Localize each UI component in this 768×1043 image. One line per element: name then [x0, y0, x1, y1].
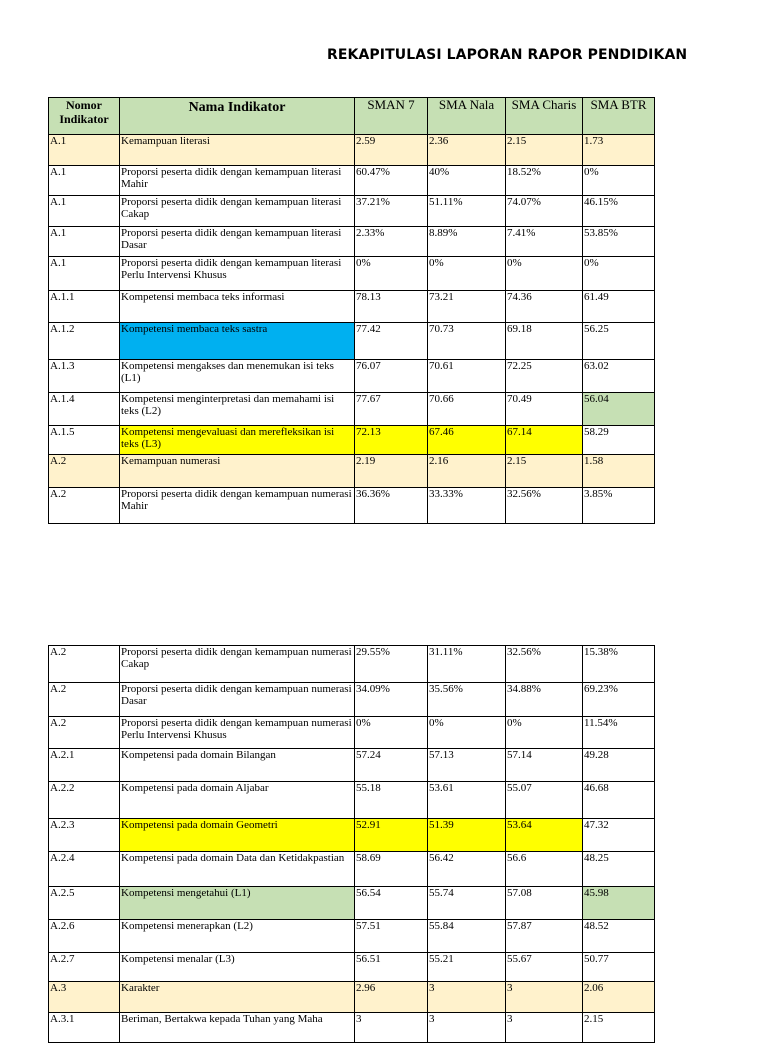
- value-cell: 51.11%: [428, 196, 506, 227]
- table-row: [49, 426, 655, 455]
- value-cell: 7.41%: [506, 227, 583, 257]
- value-cell: 3: [428, 1013, 506, 1043]
- value-cell: 3: [355, 1013, 428, 1043]
- value-cell: 2.19: [355, 455, 428, 488]
- value-cell: 60.47%: [355, 166, 428, 196]
- indicator-number-cell: A.1.4: [49, 393, 120, 426]
- indicator-name-cell: Kompetensi pada domain Aljabar: [120, 782, 355, 819]
- value-cell: 18.52%: [506, 166, 583, 196]
- indicator-number-cell: A.1.3: [49, 360, 120, 393]
- table-row: [49, 227, 655, 257]
- table-row: [49, 166, 655, 196]
- report-title: REKAPITULASI LAPORAN RAPOR PENDIDIKAN: [327, 47, 688, 63]
- table-row: [49, 819, 655, 852]
- table-row: [49, 455, 655, 488]
- value-cell: 32.56%: [506, 646, 583, 683]
- indicator-number-cell: A.1.1: [49, 291, 120, 323]
- value-cell: 57.87: [506, 920, 583, 953]
- value-cell: 56.25: [583, 323, 655, 360]
- indicator-name-cell: Kompetensi mengetahui (L1): [120, 887, 355, 920]
- indicator-name-cell: Proporsi peserta didik dengan kemampuan numerasi Dasar: [120, 683, 355, 717]
- value-cell: 1.73: [583, 135, 655, 166]
- indicator-number-cell: A.2: [49, 646, 120, 683]
- value-cell: 2.15: [583, 1013, 655, 1043]
- indicator-number-cell: A.1.5: [49, 426, 120, 455]
- value-cell: 77.42: [355, 323, 428, 360]
- value-cell: 0%: [355, 257, 428, 291]
- value-cell: 48.25: [583, 852, 655, 887]
- value-cell: 73.21: [428, 291, 506, 323]
- value-cell: 56.04: [583, 393, 655, 426]
- value-cell: 33.33%: [428, 488, 506, 524]
- header-school: SMA Charis: [506, 98, 583, 135]
- value-cell: 46.15%: [583, 196, 655, 227]
- table-row: [49, 488, 655, 524]
- table-row: [49, 1013, 655, 1043]
- value-cell: 58.29: [583, 426, 655, 455]
- value-cell: 69.18: [506, 323, 583, 360]
- value-cell: 57.51: [355, 920, 428, 953]
- value-cell: 53.85%: [583, 227, 655, 257]
- value-cell: 45.98: [583, 887, 655, 920]
- value-cell: 2.33%: [355, 227, 428, 257]
- indicator-number-cell: A.1.2: [49, 323, 120, 360]
- indicator-name-cell: Kompetensi membaca teks informasi: [120, 291, 355, 323]
- indicator-number-cell: A.3.1: [49, 1013, 120, 1043]
- value-cell: 61.49: [583, 291, 655, 323]
- value-cell: 57.08: [506, 887, 583, 920]
- value-cell: 0%: [583, 166, 655, 196]
- value-cell: 35.56%: [428, 683, 506, 717]
- table-row: [49, 257, 655, 291]
- value-cell: 40%: [428, 166, 506, 196]
- value-cell: 0%: [428, 257, 506, 291]
- indicator-name-cell: Beriman, Bertakwa kepada Tuhan yang Maha: [120, 1013, 355, 1043]
- indicator-number-cell: A.2: [49, 455, 120, 488]
- value-cell: 78.13: [355, 291, 428, 323]
- value-cell: 74.07%: [506, 196, 583, 227]
- value-cell: 56.6: [506, 852, 583, 887]
- header-school: SMA Nala: [428, 98, 506, 135]
- indicator-number-cell: A.3: [49, 982, 120, 1013]
- table-row: [49, 646, 655, 683]
- indicator-name-cell: Kemampuan numerasi: [120, 455, 355, 488]
- value-cell: 76.07: [355, 360, 428, 393]
- table-row: [49, 717, 655, 749]
- indicator-number-cell: A.2.7: [49, 953, 120, 982]
- value-cell: 69.23%: [583, 683, 655, 717]
- value-cell: 56.54: [355, 887, 428, 920]
- value-cell: 2.36: [428, 135, 506, 166]
- value-cell: 77.67: [355, 393, 428, 426]
- value-cell: 74.36: [506, 291, 583, 323]
- indicator-name-cell: Proporsi peserta didik dengan kemampuan literasi Mahir: [120, 166, 355, 196]
- value-cell: 50.77: [583, 953, 655, 982]
- value-cell: 58.69: [355, 852, 428, 887]
- indicator-name-cell: Kompetensi pada domain Geometri: [120, 819, 355, 852]
- value-cell: 32.56%: [506, 488, 583, 524]
- value-cell: 47.32: [583, 819, 655, 852]
- value-cell: 72.25: [506, 360, 583, 393]
- value-cell: 37.21%: [355, 196, 428, 227]
- table-row: [49, 887, 655, 920]
- table-row: [49, 291, 655, 323]
- value-cell: 55.84: [428, 920, 506, 953]
- table-header-row: [49, 98, 655, 135]
- indicator-name-cell: Kompetensi membaca teks sastra: [120, 323, 355, 360]
- value-cell: 70.49: [506, 393, 583, 426]
- indicator-number-cell: A.1: [49, 166, 120, 196]
- indicator-name-cell: Proporsi peserta didik dengan kemampuan literasi Perlu Intervensi Khusus: [120, 257, 355, 291]
- value-cell: 0%: [506, 717, 583, 749]
- header-school: SMA BTR: [583, 98, 655, 135]
- indicator-number-cell: A.2: [49, 717, 120, 749]
- value-cell: 56.51: [355, 953, 428, 982]
- value-cell: 0%: [506, 257, 583, 291]
- table-row: [49, 323, 655, 360]
- indicator-name-cell: Kompetensi menerapkan (L2): [120, 920, 355, 953]
- value-cell: 55.18: [355, 782, 428, 819]
- value-cell: 55.74: [428, 887, 506, 920]
- value-cell: 3.85%: [583, 488, 655, 524]
- value-cell: 70.61: [428, 360, 506, 393]
- value-cell: 11.54%: [583, 717, 655, 749]
- value-cell: 8.89%: [428, 227, 506, 257]
- indicator-table-2: [48, 645, 655, 1043]
- value-cell: 51.39: [428, 819, 506, 852]
- indicator-number-cell: A.1: [49, 227, 120, 257]
- value-cell: 29.55%: [355, 646, 428, 683]
- table-row: [49, 196, 655, 227]
- value-cell: 55.07: [506, 782, 583, 819]
- indicator-number-cell: A.1: [49, 196, 120, 227]
- value-cell: 0%: [428, 717, 506, 749]
- indicator-table-1: [48, 97, 655, 524]
- value-cell: 2.16: [428, 455, 506, 488]
- indicator-name-cell: Proporsi peserta didik dengan kemampuan numerasi Mahir: [120, 488, 355, 524]
- value-cell: 34.88%: [506, 683, 583, 717]
- indicator-number-cell: A.2.1: [49, 749, 120, 782]
- value-cell: 55.21: [428, 953, 506, 982]
- value-cell: 70.66: [428, 393, 506, 426]
- indicator-name-cell: Proporsi peserta didik dengan kemampuan literasi Dasar: [120, 227, 355, 257]
- header-school: SMAN 7: [355, 98, 428, 135]
- value-cell: 57.14: [506, 749, 583, 782]
- table-row: [49, 920, 655, 953]
- value-cell: 0%: [355, 717, 428, 749]
- header-nomor-indikator: Nomor Indikator: [49, 98, 120, 135]
- value-cell: 1.58: [583, 455, 655, 488]
- indicator-number-cell: A.2.4: [49, 852, 120, 887]
- indicator-name-cell: Proporsi peserta didik dengan kemampuan numerasi Perlu Intervensi Khusus: [120, 717, 355, 749]
- value-cell: 46.68: [583, 782, 655, 819]
- value-cell: 55.67: [506, 953, 583, 982]
- indicator-name-cell: Kompetensi pada domain Data dan Ketidakpastian: [120, 852, 355, 887]
- value-cell: 53.64: [506, 819, 583, 852]
- value-cell: 49.28: [583, 749, 655, 782]
- indicator-name-cell: Kompetensi menalar (L3): [120, 953, 355, 982]
- table-row: [49, 749, 655, 782]
- indicator-name-cell: Kompetensi mengakses dan menemukan isi teks (L1): [120, 360, 355, 393]
- indicator-number-cell: A.2.6: [49, 920, 120, 953]
- table-row: [49, 852, 655, 887]
- value-cell: 31.11%: [428, 646, 506, 683]
- value-cell: 3: [506, 1013, 583, 1043]
- indicator-number-cell: A.1: [49, 257, 120, 291]
- value-cell: 48.52: [583, 920, 655, 953]
- indicator-name-cell: Kompetensi menginterpretasi dan memahami isi teks (L2): [120, 393, 355, 426]
- value-cell: 2.96: [355, 982, 428, 1013]
- indicator-number-cell: A.2.5: [49, 887, 120, 920]
- indicator-name-cell: Karakter: [120, 982, 355, 1013]
- indicator-name-cell: Proporsi peserta didik dengan kemampuan literasi Cakap: [120, 196, 355, 227]
- value-cell: 2.15: [506, 455, 583, 488]
- table-row: [49, 360, 655, 393]
- value-cell: 3: [428, 982, 506, 1013]
- value-cell: 2.06: [583, 982, 655, 1013]
- value-cell: 52.91: [355, 819, 428, 852]
- indicator-name-cell: Kemampuan literasi: [120, 135, 355, 166]
- value-cell: 67.46: [428, 426, 506, 455]
- indicator-name-cell: Proporsi peserta didik dengan kemampuan numerasi Cakap: [120, 646, 355, 683]
- value-cell: 72.13: [355, 426, 428, 455]
- value-cell: 70.73: [428, 323, 506, 360]
- indicator-number-cell: A.2: [49, 488, 120, 524]
- value-cell: 57.24: [355, 749, 428, 782]
- value-cell: 3: [506, 982, 583, 1013]
- value-cell: 63.02: [583, 360, 655, 393]
- value-cell: 0%: [583, 257, 655, 291]
- table-row: [49, 683, 655, 717]
- indicator-number-cell: A.2.2: [49, 782, 120, 819]
- indicator-name-cell: Kompetensi mengevaluasi dan merefleksikan isi teks (L3): [120, 426, 355, 455]
- value-cell: 57.13: [428, 749, 506, 782]
- value-cell: 53.61: [428, 782, 506, 819]
- indicator-number-cell: A.2.3: [49, 819, 120, 852]
- indicator-name-cell: Kompetensi pada domain Bilangan: [120, 749, 355, 782]
- table-row: [49, 782, 655, 819]
- table-row: [49, 135, 655, 166]
- header-nama-indikator: Nama Indikator: [120, 98, 355, 135]
- table-row: [49, 982, 655, 1013]
- value-cell: 56.42: [428, 852, 506, 887]
- value-cell: 2.59: [355, 135, 428, 166]
- table-row: [49, 393, 655, 426]
- indicator-number-cell: A.2: [49, 683, 120, 717]
- value-cell: 67.14: [506, 426, 583, 455]
- value-cell: 34.09%: [355, 683, 428, 717]
- value-cell: 36.36%: [355, 488, 428, 524]
- indicator-number-cell: A.1: [49, 135, 120, 166]
- table-row: [49, 953, 655, 982]
- value-cell: 15.38%: [583, 646, 655, 683]
- value-cell: 2.15: [506, 135, 583, 166]
